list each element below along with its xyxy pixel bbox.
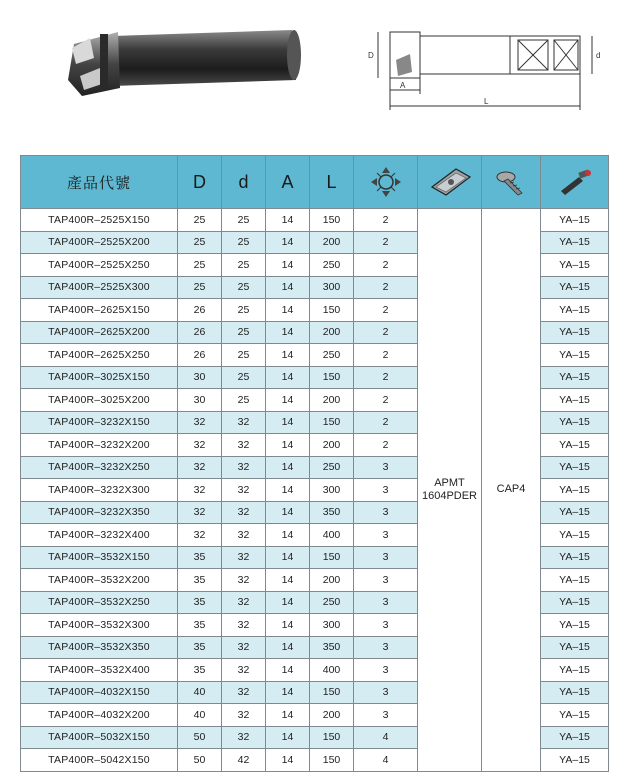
cell-teeth: 3 (354, 479, 418, 502)
cell-D: 32 (178, 434, 222, 457)
cell-L: 350 (310, 636, 354, 659)
technical-drawing (360, 14, 610, 124)
cell-D: 32 (178, 524, 222, 547)
cell-key: YA–15 (541, 366, 609, 389)
cell-A: 14 (266, 456, 310, 479)
cell-D: 25 (178, 276, 222, 299)
cell-teeth: 2 (354, 389, 418, 412)
cell-d: 32 (222, 681, 266, 704)
cell-model: TAP400R–5042X150 (21, 749, 178, 772)
cell-d: 25 (222, 231, 266, 254)
cell-model: TAP400R–2625X200 (21, 321, 178, 344)
cell-L: 200 (310, 389, 354, 412)
cell-model: TAP400R–3532X300 (21, 614, 178, 637)
cell-d: 32 (222, 636, 266, 659)
cell-key: YA–15 (541, 456, 609, 479)
cell-A: 14 (266, 254, 310, 277)
cell-model: TAP400R–3532X350 (21, 636, 178, 659)
cell-D: 40 (178, 681, 222, 704)
cell-L: 150 (310, 366, 354, 389)
cell-d: 25 (222, 389, 266, 412)
cell-D: 35 (178, 569, 222, 592)
header-L: L (310, 156, 354, 209)
cell-A: 14 (266, 704, 310, 727)
cell-key: YA–15 (541, 704, 609, 727)
cell-d: 25 (222, 254, 266, 277)
cell-key: YA–15 (541, 591, 609, 614)
cell-d: 32 (222, 501, 266, 524)
cell-model: TAP400R–3025X200 (21, 389, 178, 412)
cell-d: 25 (222, 209, 266, 232)
cell-model: TAP400R–3232X400 (21, 524, 178, 547)
cell-A: 14 (266, 591, 310, 614)
cell-d: 32 (222, 411, 266, 434)
cell-teeth: 2 (354, 321, 418, 344)
cell-teeth: 3 (354, 456, 418, 479)
cell-teeth: 3 (354, 704, 418, 727)
cell-d: 32 (222, 569, 266, 592)
cell-A: 14 (266, 636, 310, 659)
cell-L: 150 (310, 749, 354, 772)
cell-A: 14 (266, 569, 310, 592)
cell-teeth: 2 (354, 231, 418, 254)
cell-teeth: 2 (354, 276, 418, 299)
cell-L: 150 (310, 209, 354, 232)
cell-L: 150 (310, 726, 354, 749)
cell-A: 14 (266, 344, 310, 367)
cell-A: 14 (266, 749, 310, 772)
cell-model: TAP400R–4032X200 (21, 704, 178, 727)
cell-key: YA–15 (541, 434, 609, 457)
cell-teeth: 3 (354, 636, 418, 659)
cell-teeth: 3 (354, 569, 418, 592)
cell-A: 14 (266, 681, 310, 704)
cell-key: YA–15 (541, 209, 609, 232)
cell-teeth: 2 (354, 366, 418, 389)
cell-d: 32 (222, 524, 266, 547)
cell-teeth: 3 (354, 681, 418, 704)
label-D: D (368, 51, 374, 60)
cell-teeth: 3 (354, 524, 418, 547)
cell-key: YA–15 (541, 614, 609, 637)
header-A: A (266, 156, 310, 209)
cell-teeth: 4 (354, 749, 418, 772)
cell-teeth: 3 (354, 546, 418, 569)
cell-d: 42 (222, 749, 266, 772)
screw-icon (482, 156, 541, 209)
cell-model: TAP400R–3025X150 (21, 366, 178, 389)
cell-teeth: 3 (354, 614, 418, 637)
cell-A: 14 (266, 321, 310, 344)
cell-model: TAP400R–5032X150 (21, 726, 178, 749)
cell-model: TAP400R–3532X200 (21, 569, 178, 592)
cell-D: 32 (178, 501, 222, 524)
cell-screw-merged: CAP4 (482, 209, 541, 772)
cell-L: 250 (310, 456, 354, 479)
cell-D: 26 (178, 321, 222, 344)
header-d: d (222, 156, 266, 209)
cell-D: 40 (178, 704, 222, 727)
cell-A: 14 (266, 299, 310, 322)
cell-key: YA–15 (541, 276, 609, 299)
cell-key: YA–15 (541, 411, 609, 434)
cell-d: 32 (222, 704, 266, 727)
cutter-teeth-icon (354, 156, 418, 209)
cell-A: 14 (266, 366, 310, 389)
cell-D: 50 (178, 726, 222, 749)
insert-code-line2: 1604PDER (421, 489, 478, 502)
cell-model: TAP400R–3232X250 (21, 456, 178, 479)
cell-model: TAP400R–3232X200 (21, 434, 178, 457)
cell-teeth: 2 (354, 344, 418, 367)
cell-model: TAP400R–3532X250 (21, 591, 178, 614)
cell-model: TAP400R–3532X400 (21, 659, 178, 682)
cell-d: 25 (222, 321, 266, 344)
cell-model: TAP400R–2525X200 (21, 231, 178, 254)
cell-D: 25 (178, 209, 222, 232)
cell-L: 200 (310, 231, 354, 254)
cell-d: 32 (222, 456, 266, 479)
cell-L: 150 (310, 546, 354, 569)
cell-L: 150 (310, 681, 354, 704)
cell-D: 50 (178, 749, 222, 772)
cell-L: 300 (310, 614, 354, 637)
cell-teeth: 3 (354, 591, 418, 614)
cell-A: 14 (266, 276, 310, 299)
cell-L: 350 (310, 501, 354, 524)
header-model: 產品代號 (21, 156, 178, 209)
cell-key: YA–15 (541, 726, 609, 749)
cell-L: 250 (310, 254, 354, 277)
cell-L: 150 (310, 299, 354, 322)
torx-key-icon (541, 156, 609, 209)
spec-table (20, 155, 609, 772)
cell-d: 25 (222, 299, 266, 322)
cell-key: YA–15 (541, 749, 609, 772)
cell-L: 250 (310, 344, 354, 367)
cell-d: 32 (222, 659, 266, 682)
cell-d: 32 (222, 726, 266, 749)
cell-D: 35 (178, 659, 222, 682)
cell-D: 32 (178, 411, 222, 434)
label-d: d (596, 51, 601, 60)
cell-L: 400 (310, 659, 354, 682)
cell-L: 300 (310, 479, 354, 502)
cell-model: TAP400R–2625X250 (21, 344, 178, 367)
cell-key: YA–15 (541, 344, 609, 367)
cell-model: TAP400R–3232X300 (21, 479, 178, 502)
cell-teeth: 2 (354, 411, 418, 434)
cell-A: 14 (266, 501, 310, 524)
cell-L: 200 (310, 434, 354, 457)
cell-model: TAP400R–2525X250 (21, 254, 178, 277)
cell-key: YA–15 (541, 524, 609, 547)
table-body (21, 209, 609, 772)
cell-D: 32 (178, 479, 222, 502)
cell-A: 14 (266, 659, 310, 682)
cell-insert-merged (418, 209, 482, 772)
cell-model: TAP400R–4032X150 (21, 681, 178, 704)
cell-d: 25 (222, 344, 266, 367)
cell-A: 14 (266, 614, 310, 637)
cell-model: TAP400R–3232X150 (21, 411, 178, 434)
cell-D: 35 (178, 546, 222, 569)
cell-model: TAP400R–3532X150 (21, 546, 178, 569)
header-row (21, 156, 609, 209)
cell-d: 32 (222, 546, 266, 569)
cell-key: YA–15 (541, 636, 609, 659)
cell-D: 35 (178, 614, 222, 637)
cell-d: 32 (222, 479, 266, 502)
cell-D: 25 (178, 254, 222, 277)
cell-key: YA–15 (541, 681, 609, 704)
cell-teeth: 2 (354, 434, 418, 457)
header-D: D (178, 156, 222, 209)
cell-key: YA–15 (541, 501, 609, 524)
cell-d: 32 (222, 591, 266, 614)
cell-D: 26 (178, 344, 222, 367)
cell-D: 30 (178, 389, 222, 412)
cell-teeth: 3 (354, 659, 418, 682)
cell-D: 26 (178, 299, 222, 322)
label-L: L (484, 97, 489, 106)
cell-d: 25 (222, 366, 266, 389)
cell-key: YA–15 (541, 569, 609, 592)
cell-D: 35 (178, 591, 222, 614)
cell-teeth: 2 (354, 209, 418, 232)
cell-model: TAP400R–2525X300 (21, 276, 178, 299)
cell-L: 200 (310, 321, 354, 344)
cell-A: 14 (266, 479, 310, 502)
cell-key: YA–15 (541, 546, 609, 569)
cell-key: YA–15 (541, 299, 609, 322)
table-row (21, 209, 609, 232)
cell-D: 25 (178, 231, 222, 254)
cell-d: 32 (222, 434, 266, 457)
cell-key: YA–15 (541, 479, 609, 502)
cell-L: 250 (310, 591, 354, 614)
cell-model: TAP400R–2525X150 (21, 209, 178, 232)
cell-teeth: 3 (354, 501, 418, 524)
insert-code-line1: APMT (434, 476, 465, 489)
cell-L: 400 (310, 524, 354, 547)
cell-A: 14 (266, 434, 310, 457)
cell-A: 14 (266, 231, 310, 254)
cell-teeth: 2 (354, 299, 418, 322)
cell-A: 14 (266, 726, 310, 749)
cell-D: 35 (178, 636, 222, 659)
cell-d: 25 (222, 276, 266, 299)
cell-A: 14 (266, 524, 310, 547)
cell-d: 32 (222, 614, 266, 637)
cell-D: 32 (178, 456, 222, 479)
end-mill-photo (60, 18, 310, 108)
cell-A: 14 (266, 411, 310, 434)
cell-L: 300 (310, 276, 354, 299)
insert-icon (418, 156, 482, 209)
cell-key: YA–15 (541, 389, 609, 412)
cell-key: YA–15 (541, 231, 609, 254)
cell-model: TAP400R–2625X150 (21, 299, 178, 322)
cell-D: 30 (178, 366, 222, 389)
label-A: A (400, 81, 406, 90)
cell-key: YA–15 (541, 254, 609, 277)
cell-A: 14 (266, 209, 310, 232)
cell-key: YA–15 (541, 659, 609, 682)
cell-teeth: 2 (354, 254, 418, 277)
cell-key: YA–15 (541, 321, 609, 344)
cell-A: 14 (266, 546, 310, 569)
cell-teeth: 4 (354, 726, 418, 749)
cell-L: 200 (310, 569, 354, 592)
cell-model: TAP400R–3232X350 (21, 501, 178, 524)
cell-A: 14 (266, 389, 310, 412)
cell-L: 200 (310, 704, 354, 727)
cell-L: 150 (310, 411, 354, 434)
